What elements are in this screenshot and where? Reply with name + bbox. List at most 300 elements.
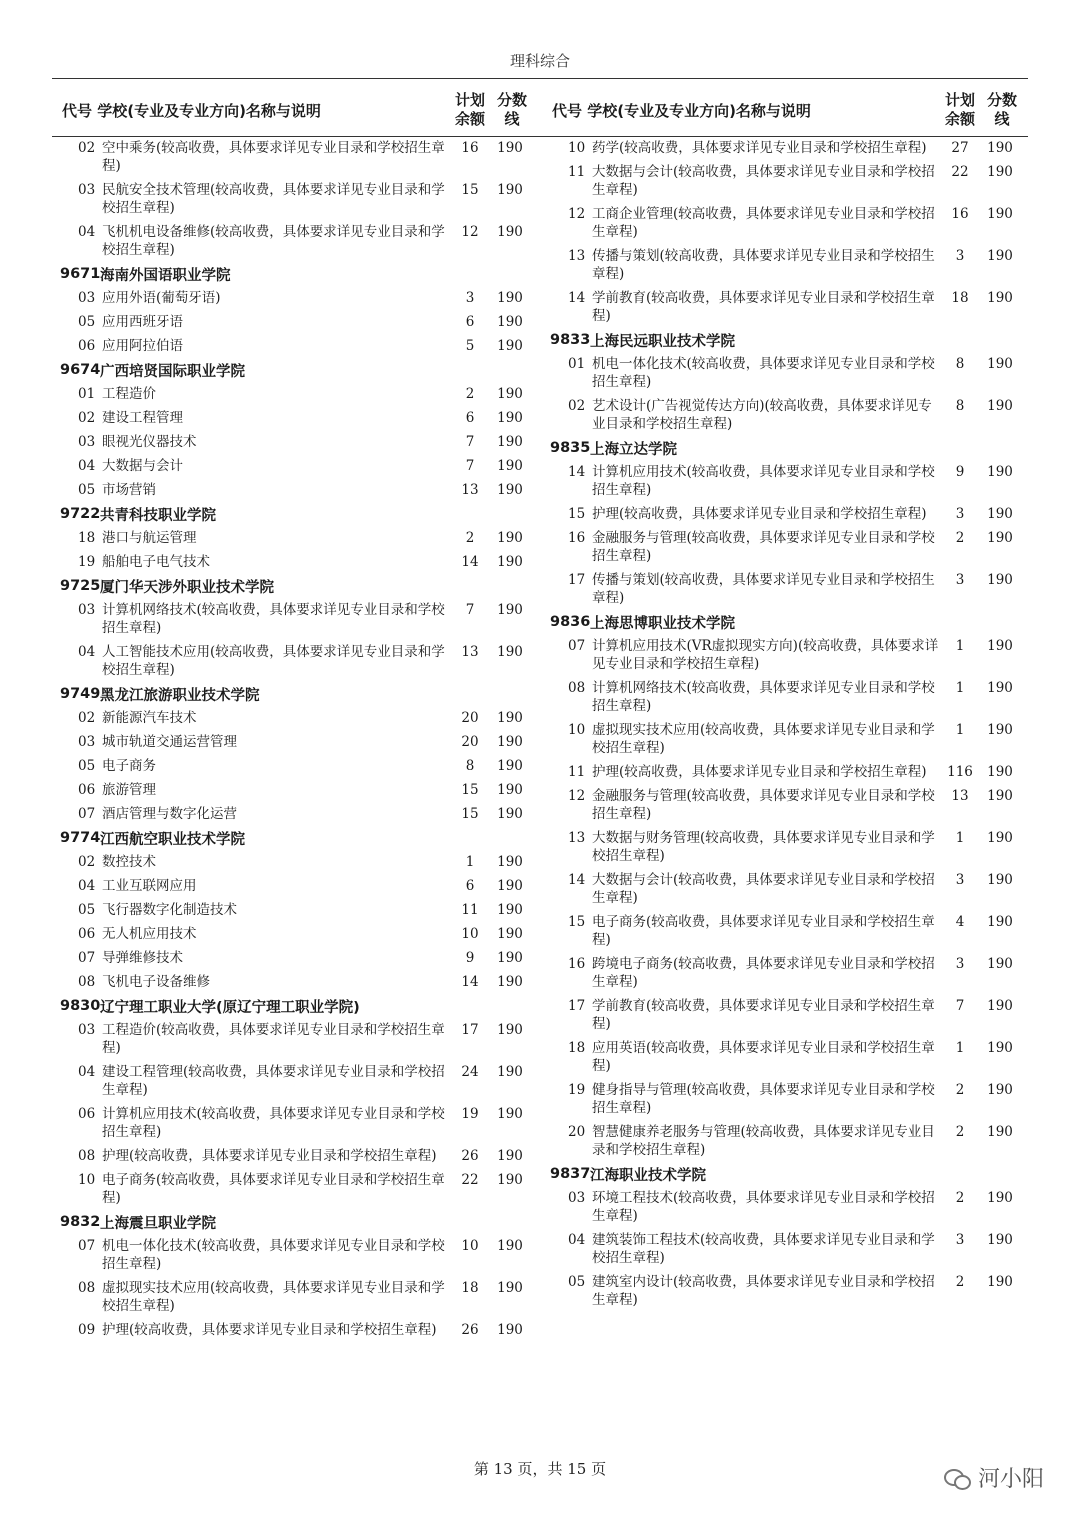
major-name: 学前教育(较高收费，具体要求详见专业目录和学校招生章程) [592,998,935,1032]
quota-value: 3 [955,572,965,588]
quota-value: 6 [465,314,475,330]
score-value: 190 [987,356,1013,372]
school-code: 9830 [60,998,101,1014]
quota-value: 2 [955,530,965,546]
major-name: 虚拟现实技术应用(较高收费，具体要求详见专业目录和学校招生章程) [102,1280,445,1314]
quota-value: 16 [951,206,969,222]
major-code: 02 [78,854,96,870]
score-value: 190 [987,998,1013,1014]
major-name: 市场营销 [102,482,156,498]
major-row [60,922,532,946]
major-name: 电子商务 [102,758,156,774]
score-value: 190 [987,290,1013,306]
score-value: 190 [497,602,523,618]
major-row [550,994,1022,1036]
major-name: 护理(较高收费，具体要求详见专业目录和学校招生章程) [592,506,927,522]
school-name: 辽宁理工职业大学(原辽宁理工职业学院) [100,999,360,1016]
score-value: 190 [987,530,1013,546]
score-value: 190 [497,854,523,870]
score-value: 190 [987,956,1013,972]
quota-value: 7 [465,434,475,450]
major-code: 02 [78,140,96,156]
major-row [550,286,1022,328]
score-value: 190 [987,398,1013,414]
major-code: 10 [568,722,586,738]
major-row [60,640,532,682]
major-row [60,1234,532,1276]
quota-value: 2 [955,1274,965,1290]
quota-value: 7 [955,998,965,1014]
quota-value: 18 [951,290,969,306]
left-rows [60,136,532,1342]
school-heading [60,574,532,598]
score-value: 190 [497,950,523,966]
major-code: 03 [568,1190,586,1206]
major-row [60,754,532,778]
score-value: 190 [987,788,1013,804]
school-name: 江西航空职业技术学院 [100,831,245,848]
major-code: 05 [78,314,96,330]
major-code: 18 [78,530,96,546]
major-name: 数控技术 [102,854,156,870]
major-name: 应用阿拉伯语 [102,338,183,354]
quota-value: 7 [465,458,475,474]
major-row [550,868,1022,910]
school-name: 江海职业技术学院 [590,1167,706,1184]
school-heading [60,994,532,1018]
column-name-header: 代号 学校(专业及专业方向)名称与说明 [552,102,811,120]
score-value: 190 [497,1280,523,1296]
school-heading [550,436,1022,460]
major-row [60,1276,532,1318]
major-name: 计算机网络技术(较高收费，具体要求详见专业目录和学校招生章程) [592,680,935,714]
major-name: 金融服务与管理(较高收费，具体要求详见专业目录和学校招生章程) [592,788,935,822]
major-name: 大数据与财务管理(较高收费，具体要求详见专业目录和学校招生章程) [592,830,935,864]
school-code: 9835 [550,440,591,456]
major-row [550,352,1022,394]
school-name: 上海思博职业技术学院 [590,615,735,632]
major-row [60,898,532,922]
score-value: 190 [987,872,1013,888]
score-value: 190 [497,386,523,402]
major-code: 03 [78,182,96,198]
major-name: 飞行器数字化制造技术 [102,902,237,918]
score-value: 190 [497,314,523,330]
major-name: 导弹维修技术 [102,950,183,966]
school-name: 广西培贤国际职业学院 [100,363,245,380]
major-name: 建设工程管理 [102,410,183,426]
major-row [60,1318,532,1342]
quota-value: 16 [461,140,479,156]
quota-value: 1 [955,830,965,846]
score-value: 190 [497,530,523,546]
major-name: 工程造价(较高收费，具体要求详见专业目录和学校招生章程) [102,1022,445,1056]
major-row [550,910,1022,952]
major-name: 飞机机电设备维修(较高收费，具体要求详见专业目录和学校招生章程) [102,224,445,258]
major-row [550,1270,1022,1312]
quota-value: 2 [955,1190,965,1206]
score-value: 190 [987,1124,1013,1140]
major-name: 智慧健康养老服务与管理(较高收费，具体要求详见专业目录和学校招生章程) [592,1124,935,1158]
major-code: 17 [568,572,586,588]
school-code: 9722 [60,506,101,522]
score-value: 190 [497,734,523,750]
major-name: 大数据与会计 [102,458,183,474]
wechat-icon [944,1467,970,1489]
quota-value: 15 [461,806,479,822]
major-code: 08 [78,974,96,990]
school-name: 共青科技职业学院 [100,507,216,524]
major-name: 新能源汽车技术 [102,710,197,726]
score-value: 190 [987,680,1013,696]
score-value: 190 [497,182,523,198]
major-name: 建设工程管理(较高收费，具体要求详见专业目录和学校招生章程) [102,1064,445,1098]
major-row [550,676,1022,718]
major-name: 计算机应用技术(较高收费，具体要求详见专业目录和学校招生章程) [102,1106,445,1140]
right-column-header [550,86,1022,136]
major-name: 健身指导与管理(较高收费，具体要求详见专业目录和学校招生章程) [592,1082,935,1116]
major-row [60,334,532,358]
major-row [550,202,1022,244]
quota-value: 9 [465,950,475,966]
major-name: 工程造价 [102,386,156,402]
major-code: 12 [568,788,586,804]
major-row [60,430,532,454]
major-row [60,178,532,220]
school-heading [60,826,532,850]
score-value: 190 [497,806,523,822]
school-heading [550,1162,1022,1186]
major-row [550,634,1022,676]
school-heading [60,358,532,382]
quota-value: 8 [465,758,475,774]
score-value: 190 [497,1022,523,1038]
score-value: 190 [987,1232,1013,1248]
major-name: 护理(较高收费，具体要求详见专业目录和学校招生章程) [102,1322,437,1338]
major-row [60,1102,532,1144]
major-code: 06 [78,338,96,354]
major-row [550,568,1022,610]
major-code: 05 [568,1274,586,1290]
major-row [550,394,1022,436]
score-value: 190 [987,464,1013,480]
right-column [550,86,1022,1312]
quota-value: 22 [951,164,969,180]
major-code: 19 [568,1082,586,1098]
major-code: 13 [568,830,586,846]
score-value: 190 [987,1082,1013,1098]
score-value: 190 [497,710,523,726]
major-code: 03 [78,1022,96,1038]
quota-value: 14 [461,554,479,570]
score-value: 190 [987,572,1013,588]
major-name: 护理(较高收费，具体要求详见专业目录和学校招生章程) [592,764,927,780]
score-value: 190 [987,722,1013,738]
major-name: 机电一体化技术(较高收费，具体要求详见专业目录和学校招生章程) [102,1238,445,1272]
major-name: 应用英语(较高收费，具体要求详见专业目录和学校招生章程) [592,1040,935,1074]
column-quota-header: 计划余额 [454,91,485,128]
school-name: 海南外国语职业学院 [100,267,231,284]
score-value: 190 [987,140,1013,156]
major-code: 08 [568,680,586,696]
school-code: 9836 [550,614,591,630]
score-value: 190 [497,1172,523,1188]
watermark-text: 河小阳 [977,1467,1044,1492]
major-code: 16 [568,956,586,972]
major-code: 07 [78,950,96,966]
major-row [550,460,1022,502]
major-name: 应用外语(葡萄牙语) [102,290,221,306]
major-code: 11 [568,164,586,180]
major-code: 14 [568,290,586,306]
school-name: 上海民远职业技术学院 [590,333,735,350]
major-code: 20 [568,1124,586,1140]
major-name: 传播与策划(较高收费，具体要求详见专业目录和学校招生章程) [592,248,935,282]
school-heading [550,610,1022,634]
major-row [60,1144,532,1168]
major-name: 工商企业管理(较高收费，具体要求详见专业目录和学校招生章程) [592,206,935,240]
major-code: 14 [568,464,586,480]
major-row [550,1228,1022,1270]
major-row [60,526,532,550]
major-name: 传播与策划(较高收费，具体要求详见专业目录和学校招生章程) [592,572,935,606]
major-name: 虚拟现实技术应用(较高收费，具体要求详见专业目录和学校招生章程) [592,722,935,756]
score-value: 190 [987,1040,1013,1056]
major-name: 旅游管理 [102,782,156,798]
major-code: 15 [568,914,586,930]
major-row [60,970,532,994]
major-name: 应用西班牙语 [102,314,183,330]
major-row [550,244,1022,286]
score-value: 190 [497,1148,523,1164]
quota-value: 18 [461,1280,479,1296]
major-row [60,946,532,970]
major-code: 04 [78,458,96,474]
score-value: 190 [497,758,523,774]
quota-value: 3 [955,506,965,522]
major-code: 04 [78,878,96,894]
major-code: 05 [78,758,96,774]
major-row [550,784,1022,826]
score-value: 190 [987,1274,1013,1290]
score-value: 190 [497,926,523,942]
major-row [60,1018,532,1060]
quota-value: 15 [461,782,479,798]
major-code: 10 [568,140,586,156]
major-code: 06 [78,782,96,798]
major-code: 04 [78,644,96,660]
major-name: 金融服务与管理(较高收费，具体要求详见专业目录和学校招生章程) [592,530,935,564]
major-name: 电子商务(较高收费，具体要求详见专业目录和学校招生章程) [102,1172,445,1206]
quota-value: 1 [955,1040,965,1056]
major-code: 19 [78,554,96,570]
major-code: 05 [78,902,96,918]
quota-value: 3 [955,248,965,264]
score-value: 190 [987,248,1013,264]
major-name: 港口与航运管理 [102,530,197,546]
major-code: 02 [78,410,96,426]
major-code: 06 [78,1106,96,1122]
school-heading [60,502,532,526]
major-code: 18 [568,1040,586,1056]
score-value: 190 [987,764,1013,780]
major-row [60,850,532,874]
score-value: 190 [497,434,523,450]
quota-value: 3 [955,1232,965,1248]
major-code: 14 [568,872,586,888]
school-heading [60,1210,532,1234]
score-value: 190 [497,554,523,570]
major-name: 船舶电子电气技术 [102,554,210,570]
major-name: 药学(较高收费，具体要求详见专业目录和学校招生章程) [592,140,927,156]
major-row [60,874,532,898]
major-code: 13 [568,248,586,264]
column-name-header: 代号 学校(专业及专业方向)名称与说明 [62,102,321,120]
quota-value: 26 [461,1148,479,1164]
quota-value: 8 [955,356,965,372]
score-value: 190 [497,482,523,498]
quota-value: 6 [465,878,475,894]
score-value: 190 [497,1106,523,1122]
header-rule [52,78,1028,79]
score-value: 190 [497,1064,523,1080]
major-name: 护理(较高收费，具体要求详见专业目录和学校招生章程) [102,1148,437,1164]
school-name: 上海立达学院 [590,441,677,458]
quota-value: 2 [955,1082,965,1098]
quota-value: 9 [955,464,965,480]
major-code: 15 [568,506,586,522]
school-code: 9674 [60,362,101,378]
major-row [60,1060,532,1102]
major-code: 11 [568,764,586,780]
major-name: 环境工程技术(较高收费，具体要求详见专业目录和学校招生章程) [592,1190,935,1224]
quota-value: 24 [461,1064,479,1080]
quota-value: 11 [461,902,479,918]
quota-value: 10 [461,926,479,942]
major-name: 无人机应用技术 [102,926,197,942]
major-name: 建筑装饰工程技术(较高收费，具体要求详见专业目录和学校招生章程) [592,1232,935,1266]
major-code: 16 [568,530,586,546]
score-value: 190 [497,290,523,306]
major-code: 03 [78,734,96,750]
school-code: 9837 [550,1166,591,1182]
major-code: 02 [568,398,586,414]
major-row [550,826,1022,868]
major-row [550,1036,1022,1078]
quota-value: 7 [465,602,475,618]
major-row [550,760,1022,784]
score-value: 190 [497,458,523,474]
major-name: 飞机电子设备维修 [102,974,210,990]
score-value: 190 [497,782,523,798]
major-code: 17 [568,998,586,1014]
major-row [550,136,1022,160]
major-row [60,454,532,478]
quota-value: 2 [465,386,475,402]
major-row [60,478,532,502]
score-value: 190 [987,638,1013,654]
major-name: 计算机应用技术(VR虚拟现实方向)(较高收费，具体要求详见专业目录和学校招生章程) [592,638,939,672]
school-name: 厦门华天涉外职业技术学院 [100,579,274,596]
major-code: 06 [78,926,96,942]
score-value: 190 [497,878,523,894]
major-name: 计算机网络技术(较高收费，具体要求详见专业目录和学校招生章程) [102,602,445,636]
major-row [60,778,532,802]
major-row [60,310,532,334]
major-row [550,502,1022,526]
major-code: 04 [78,1064,96,1080]
major-name: 人工智能技术应用(较高收费，具体要求详见专业目录和学校招生章程) [102,644,445,678]
major-code: 10 [78,1172,96,1188]
score-value: 190 [987,206,1013,222]
quota-value: 3 [955,872,965,888]
column-score-header: 分数线 [496,91,527,128]
school-heading [60,682,532,706]
major-row [60,382,532,406]
major-name: 建筑室内设计(较高收费，具体要求详见专业目录和学校招生章程) [592,1274,935,1308]
major-code: 07 [78,806,96,822]
major-row [60,220,532,262]
score-value: 190 [497,1322,523,1338]
major-row [60,406,532,430]
quota-value: 2 [465,530,475,546]
score-value: 190 [497,644,523,660]
major-name: 空中乘务(较高收费，具体要求详见专业目录和学校招生章程) [102,140,445,174]
quota-value: 3 [465,290,475,306]
school-name: 黑龙江旅游职业技术学院 [100,687,260,704]
major-name: 城市轨道交通运营管理 [102,734,237,750]
major-code: 04 [78,224,96,240]
score-value: 190 [497,974,523,990]
quota-value: 17 [461,1022,479,1038]
page-header: 理科综合 [509,52,570,70]
major-name: 跨境电子商务(较高收费，具体要求详见专业目录和学校招生章程) [592,956,935,990]
major-code: 02 [78,710,96,726]
quota-value: 5 [465,338,475,354]
score-value: 190 [497,140,523,156]
score-value: 190 [497,338,523,354]
score-value: 190 [497,224,523,240]
major-code: 09 [78,1322,96,1338]
major-row [60,802,532,826]
major-code: 12 [568,206,586,222]
quota-value: 1 [465,854,475,870]
quota-value: 27 [951,140,969,156]
major-row [550,952,1022,994]
major-name: 眼视光仪器技术 [102,434,197,450]
major-name: 计算机应用技术(较高收费，具体要求详见专业目录和学校招生章程) [592,464,935,498]
major-row [550,1078,1022,1120]
quota-value: 20 [461,710,479,726]
quota-value: 20 [461,734,479,750]
major-name: 机电一体化技术(较高收费，具体要求详见专业目录和学校招生章程) [592,356,935,390]
major-name: 大数据与会计(较高收费，具体要求详见专业目录和学校招生章程) [592,872,935,906]
column-score-header: 分数线 [986,91,1017,128]
quota-value: 2 [955,1124,965,1140]
page-footer: 第 13 页，共 15 页 [473,1460,607,1478]
score-value: 190 [497,902,523,918]
score-value: 190 [987,830,1013,846]
school-heading [60,262,532,286]
quota-value: 1 [955,722,965,738]
quota-value: 13 [461,482,479,498]
major-row [550,718,1022,760]
major-code: 01 [568,356,586,372]
major-code: 04 [568,1232,586,1248]
major-name: 民航安全技术管理(较高收费，具体要求详见专业目录和学校招生章程) [102,182,445,216]
score-value: 190 [987,1190,1013,1206]
quota-value: 12 [461,224,479,240]
